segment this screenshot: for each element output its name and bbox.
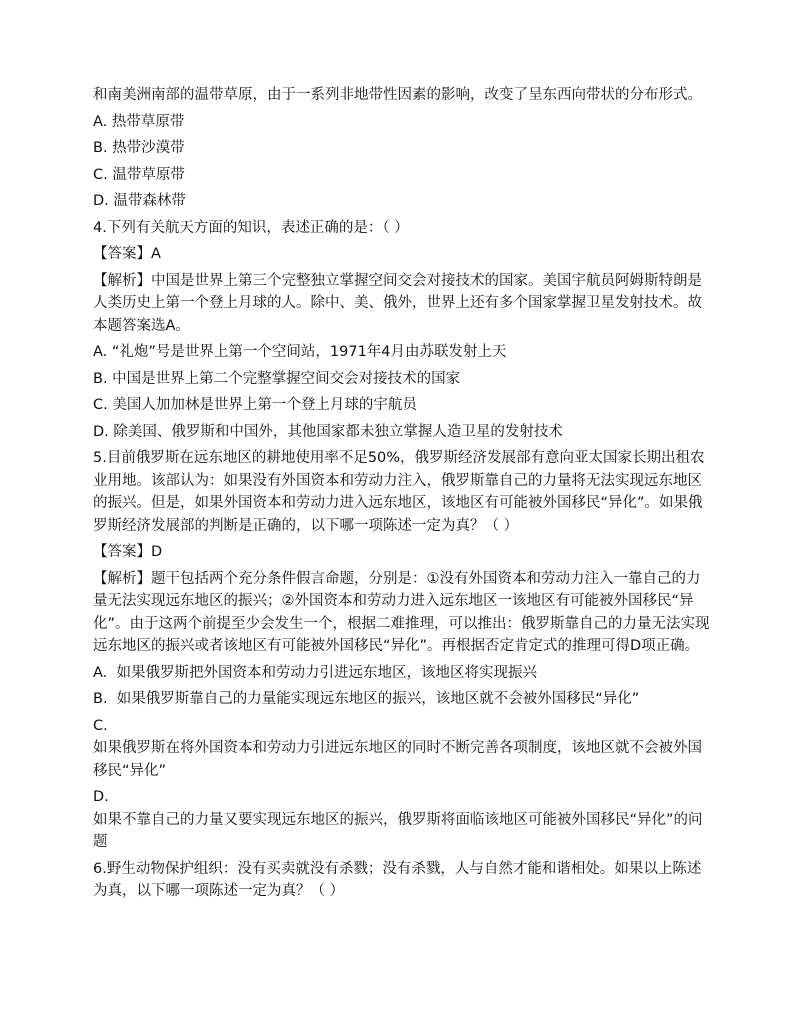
q4-option-a: A. “礼炮”号是世界上第一个空间站，1971年4月由苏联发射上天 bbox=[93, 344, 507, 360]
q4-analysis-text: 中国是世界上第三个完整独立掌握空间交会对接技术的国家。美国宇航员阿姆斯特朗是人类历史上第一个登上月球的人。除中、美、俄外，世界上还有多个国家掌握卫星发射技术。故本题答案选A。 bbox=[93, 272, 702, 334]
option-letter: C. bbox=[93, 717, 108, 734]
q3-option-d: D. 温带森林带 bbox=[93, 193, 186, 209]
option-text: 如果俄罗斯靠自己的力量能实现远东地区的振兴，该地区就不会被外国移民“异化” bbox=[116, 691, 640, 707]
q4-answer bbox=[93, 243, 713, 266]
q4-stem: 4.下列有关航天方面的知识，表述正确的是：（ ） bbox=[93, 219, 409, 236]
document-page bbox=[93, 84, 713, 907]
q3-option-a: A. 热带草原带 bbox=[93, 113, 185, 130]
q3-option-c: C. 温带草原带 bbox=[93, 166, 185, 183]
option-text: 如果俄罗斯在将外国资本和劳动力引进远东地区的同时不断完善各项制度，该地区就不会被外国移民“异化” bbox=[93, 740, 702, 779]
q5-stem: 5.目前俄罗斯在远东地区的耕地使用率不足50%，俄罗斯经济发展部有意向亚太国家长期出租农业用地。该部认为：如果没有外国资本和劳动力注入，俄罗斯靠自己的力量将无法实现远东地区的振兴。但是，如果外国资本和劳动力进入远东地区，该地区有可能被外国移民“异化”。如果俄罗斯经济发展部的判断是正确的，以下哪一项陈述一定为真？（ ） bbox=[93, 450, 705, 534]
q5-answer bbox=[93, 541, 713, 564]
q5-analysis bbox=[93, 568, 713, 658]
analysis-tag: 【解析】 bbox=[93, 272, 151, 289]
q3-continuation: 和南美洲南部的温带草原，由于一系列非地带性因素的影响，改变了呈东西向带状的分布形式。 bbox=[93, 87, 702, 103]
option-letter: B. bbox=[93, 691, 108, 707]
analysis-tag: 【解析】 bbox=[93, 570, 151, 587]
option-text: 如果不靠自己的力量又要实现远东地区的振兴，俄罗斯将面临该地区可能被外国移民“异化”的问题 bbox=[93, 811, 703, 850]
q6-stem: 6.野生动物保护组织：没有买卖就没有杀戮；没有杀戮，人与自然才能和谐相处。如果以上陈述为真，以下哪一项陈述一定为真？（ ） bbox=[93, 860, 702, 899]
q4-option-b: B. 中国是世界上第二个完整掌握空间交会对接技术的国家 bbox=[93, 370, 461, 387]
q5-analysis-text: 题干包括两个充分条件假言命题，分别是：①没有外国资本和劳动力注入一靠自己的力量无法实现远东地区的振兴；②外国资本和劳动力进入远东地区一该地区有可能被外国移民“异化”。由于这两个前提至少会发生一个，根据二难推理，可以推出：俄罗斯靠自己的力量无法实现远东地区的振兴或者该地区有可能被外国移民“异化”。再根据否定肯定式的推理可得D项正确。 bbox=[93, 570, 710, 654]
q3-option-b: B. 热带沙漠带 bbox=[93, 140, 185, 156]
q4-option-c: C. 美国人加加林是世界上第一个登上月球的宇航员 bbox=[93, 397, 417, 413]
q5-option-a bbox=[93, 662, 713, 685]
q5-option-d bbox=[93, 786, 713, 854]
q4-analysis bbox=[93, 270, 713, 338]
q5-option-c bbox=[93, 715, 713, 783]
q5-option-b bbox=[93, 688, 713, 711]
q5-answer-value: D bbox=[151, 544, 163, 560]
option-text: 如果俄罗斯把外国资本和劳动力引进远东地区，该地区将实现振兴 bbox=[116, 664, 537, 681]
option-letter: D. bbox=[93, 789, 109, 805]
q4-option-d: D. 除美国、俄罗斯和中国外，其他国家都未独立掌握人造卫星的发射技术 bbox=[93, 423, 563, 440]
option-letter: A. bbox=[93, 664, 108, 681]
q4-answer-value: A bbox=[151, 246, 161, 262]
answer-tag: 【答案】 bbox=[93, 544, 151, 560]
answer-tag: 【答案】 bbox=[93, 246, 151, 262]
